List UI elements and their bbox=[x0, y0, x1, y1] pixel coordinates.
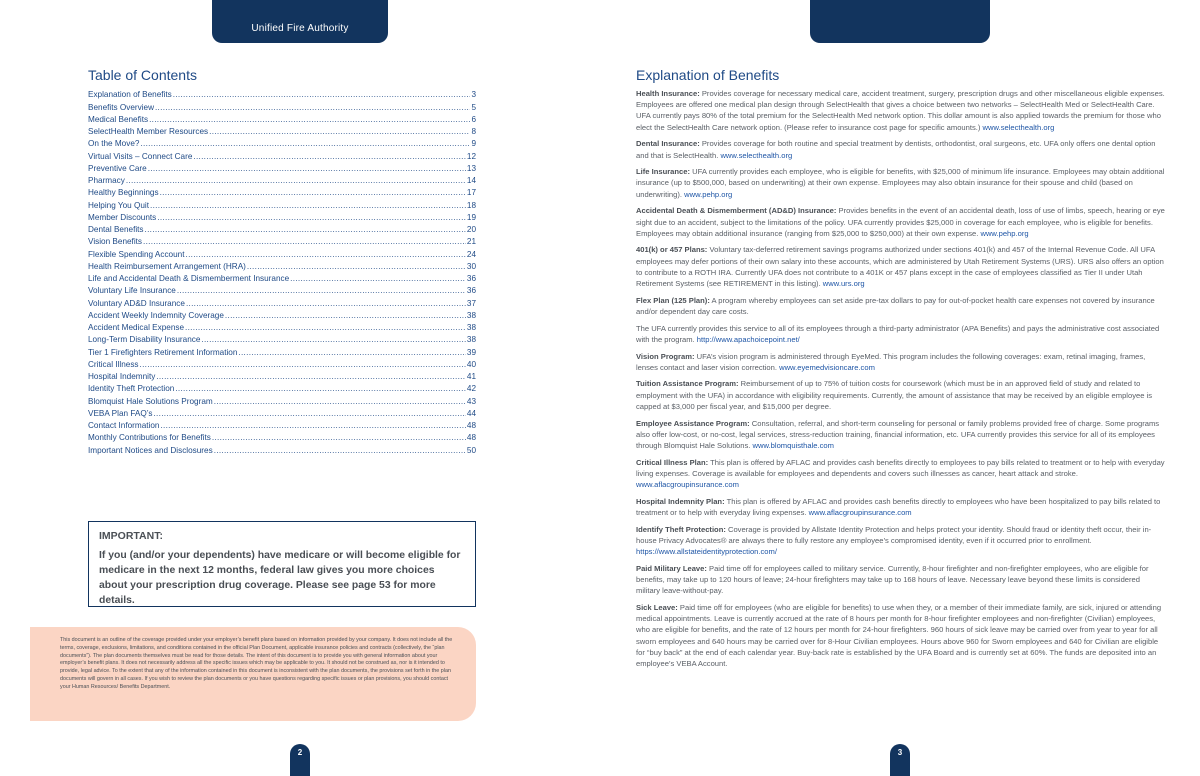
toc-leader-dots bbox=[290, 273, 466, 285]
benefit-text: UFA’s vision program is administered through EyeMed. This program includes the following coverages: exam, retinal imaging, frames, lenses contact and laser vision correction. bbox=[636, 351, 1146, 372]
toc-entry[interactable] bbox=[88, 114, 476, 126]
toc-entry-page: 13 bbox=[466, 163, 476, 173]
explanation-of-benefits bbox=[636, 88, 1166, 675]
benefit-link[interactable]: www.selecthealth.org bbox=[720, 150, 793, 160]
toc-entry-page: 39 bbox=[466, 347, 476, 357]
toc-entry[interactable] bbox=[88, 126, 476, 138]
benefit-label: Flex Plan (125 Plan): bbox=[636, 295, 710, 305]
toc-leader-dots bbox=[143, 236, 466, 248]
toc-entry-label: Tier 1 Firefighters Retirement Information bbox=[88, 347, 238, 357]
toc-entry-label: Voluntary Life Insurance bbox=[88, 286, 176, 296]
benefit-paragraph bbox=[636, 166, 1166, 200]
benefit-text: This plan is offered by AFLAC and provides cash benefits directly to employees who have been hospitalized to pay bills related to treatment or to help with everyday living expenses. bbox=[636, 496, 1161, 517]
benefit-link[interactable]: https://www.allstateidentityprotection.com/ bbox=[636, 547, 777, 557]
organization-title: Unified Fire Authority bbox=[251, 23, 349, 34]
toc-leader-dots bbox=[201, 334, 465, 346]
toc-entry-label: Accident Weekly Indemnity Coverage bbox=[88, 310, 224, 320]
toc-leader-dots bbox=[214, 445, 466, 457]
benefit-paragraph bbox=[636, 205, 1166, 239]
toc-entry-page: 8 bbox=[471, 127, 476, 136]
toc-entry-label: Vision Benefits bbox=[88, 237, 143, 247]
toc-entry-label: Monthly Contributions for Benefits bbox=[88, 433, 211, 443]
toc-entry[interactable] bbox=[88, 163, 476, 175]
toc-leader-dots bbox=[177, 285, 466, 297]
toc-leader-dots bbox=[186, 298, 466, 310]
toc-entry-label: Dental Benefits bbox=[88, 225, 144, 234]
toc-leader-dots bbox=[214, 396, 466, 408]
toc-entry-page: 14 bbox=[466, 176, 476, 185]
toc-entry-label: Health Reimbursement Arrangement (HRA) bbox=[88, 261, 246, 271]
benefit-text: Paid time off for employees (who are eligible for benefits) to use when they, or a member of their immediate family, are sick, injured or attending medical appointments. Leave is currently accrued at the rate of 8 hours per month for 8-hour firefighter employees and non-firefighter (Civilian) employees, who are eligible for benefits, and the rate of 12 hours per month for 24-hour firefighters. 960 hours of sick leave may be carried over from year to year for all sworn employees and 640 hours may be carried over for 8-Hour Civilian employees. Hours above 960 for Sworn employees and 640 for Civilian are eligible for “buy back” at the end of each calendar year. Buy-back rate is established by the UFA Board and is currently set at 60%. The funds are deposited into an employee’s VEBA Account. bbox=[636, 602, 1162, 668]
toc-entry[interactable] bbox=[88, 89, 476, 101]
toc-entry-label: Virtual Visits – Connect Care bbox=[88, 151, 193, 161]
toc-entry-label: Life and Accidental Death & Dismemberment Insurance bbox=[88, 274, 290, 283]
toc-entry[interactable] bbox=[88, 359, 476, 371]
benefit-label: Identify Theft Protection: bbox=[636, 524, 726, 534]
toc-entry[interactable] bbox=[88, 224, 476, 236]
benefit-text: Provides coverage for necessary medical care, accident treatment, surgery, prescription drugs and other miscellaneous eligible expenses. Employees are offered one medical plan design through SelectHealth that gives a choice between two networks – SelectHealth Med or SelectHealth Care. UFA currently pays 80% of the total premium for the SelectHealth Med network option. This dollar amount is also applied towards the premium for those who elect the SelectHealth Care network option. (Please refer to insurance cost page for specific amounts.) bbox=[636, 89, 1165, 132]
toc-entry[interactable] bbox=[88, 432, 476, 444]
toc-entry-page: 43 bbox=[466, 396, 476, 406]
toc-entry[interactable] bbox=[88, 138, 476, 150]
benefit-text: Provides coverage for both routine and special treatment by dentists, orthodontist, oral surgeons, etc. UFA only offers one dental option and that is SelectHealth. bbox=[636, 139, 1156, 160]
toc-leader-dots bbox=[209, 126, 470, 138]
toc-entry-page: 50 bbox=[466, 445, 476, 455]
benefit-text: Consultation, referral, and short-term counseling for personal or family problems provided free of charge. Some programs also offer low-cost, or no-cost, legal services, stress-reduction training, financial information, etc. UFA currently provides this service for all of its employees through Blomquist Hale Solutions. bbox=[636, 418, 1160, 450]
benefit-label: Critical Illness Plan: bbox=[636, 457, 709, 467]
toc-entry[interactable] bbox=[88, 346, 476, 358]
benefit-paragraph bbox=[636, 418, 1166, 452]
benefit-label: 401(k) or 457 Plans: bbox=[636, 245, 708, 255]
toc-entry-page: 20 bbox=[466, 225, 476, 234]
toc-leader-dots bbox=[157, 212, 466, 224]
benefit-paragraph bbox=[636, 351, 1166, 373]
toc-entry-label: Identity Theft Protection bbox=[88, 384, 175, 394]
toc-entry-label: Long-Term Disability Insurance bbox=[88, 335, 201, 345]
toc-entry-label: On the Move? bbox=[88, 139, 140, 149]
toc-entry-label: Benefits Overview bbox=[88, 102, 154, 112]
benefit-link[interactable]: www.pehp.org bbox=[684, 189, 733, 199]
benefit-label: Life Insurance: bbox=[636, 167, 691, 177]
toc-entry-label: Flexible Spending Account bbox=[88, 249, 185, 259]
benefit-text: A program whereby employees can set aside pre-tax dollars to pay for out-of-pocket health care expenses not covered by insurance and/or dependent day care costs. bbox=[636, 295, 1155, 316]
toc-entry-label: Healthy Beginnings bbox=[88, 188, 159, 198]
toc-entry-page: 38 bbox=[466, 335, 476, 345]
page-number-right: 3 bbox=[890, 744, 910, 776]
toc-leader-dots bbox=[145, 224, 466, 236]
toc-entry[interactable] bbox=[88, 297, 476, 309]
toc-entry[interactable] bbox=[88, 285, 476, 297]
benefit-label: Hospital Indemnity Plan: bbox=[636, 496, 725, 506]
toc-leader-dots bbox=[155, 102, 470, 114]
toc-entry-page: 42 bbox=[466, 384, 476, 394]
benefit-text: Paid time off for employees called to military service. Currently, 8-hour firefighter and non-firefighter employees, who are eligible for benefits, may take up to 120 hours of leave; 24-hour firefighters may take up to 168 hours of leave. Necessary leave beyond these limits is considered military leave-without-pay. bbox=[636, 563, 1149, 596]
toc-entry-page: 12 bbox=[466, 151, 476, 161]
toc-entry[interactable] bbox=[88, 383, 476, 395]
benefit-label: Dental Insurance: bbox=[636, 139, 700, 149]
toc-leader-dots bbox=[149, 114, 470, 126]
benefit-link[interactable]: www.aflacgroupinsurance.com bbox=[636, 480, 739, 490]
toc-heading: Table of Contents bbox=[88, 67, 197, 83]
benefit-link[interactable]: www.pehp.org bbox=[980, 228, 1029, 238]
toc-entry-page: 30 bbox=[466, 261, 476, 271]
toc-leader-dots bbox=[186, 249, 466, 261]
toc-leader-dots bbox=[126, 175, 466, 187]
toc-entry[interactable] bbox=[88, 199, 476, 211]
toc-leader-dots bbox=[140, 359, 466, 371]
benefit-label: Employee Assistance Program: bbox=[636, 418, 750, 428]
toc-entry-page: 38 bbox=[466, 310, 476, 320]
page-number-left: 2 bbox=[290, 744, 310, 776]
toc-entry[interactable] bbox=[88, 248, 476, 260]
toc-entry-page: 37 bbox=[466, 298, 476, 308]
benefit-link[interactable]: www.blomquisthale.com bbox=[752, 440, 834, 450]
toc-entry-label: Explanation of Benefits bbox=[88, 90, 172, 100]
benefit-text: Reimbursement of up to 75% of tuition costs for coursework (which must be in an approved field of study and related to employment with the UFA) in accordance with eligibility requirements. Currently, the amount of assistance that may be received by an eligible employee is capped at $3,000 per fiscal year, and $15,000 per degree. bbox=[636, 379, 1153, 411]
benefit-paragraph bbox=[636, 378, 1166, 412]
benefit-text: Voluntary tax-deferred retirement savings programs authorized under sections 401(k) and 457 of the Internal Revenue Code. All UFA employees may defer portions of their own salary into these accounts, which are administered by Utah Retirement Systems (URS). URS also offers an option to contribute to a ROTH IRA. Currently UFA does not contribute to a 401K or 457 plans except in the case of employees classified as Tier II under Utah Retirement Systems (see RETIREMENT in this listing). bbox=[636, 245, 1164, 289]
toc-leader-dots bbox=[185, 322, 466, 334]
benefit-text: Coverage is provided by Allstate Identity Protection and helps protect your identity. Should fraud or identity theft occur, their in-house Privacy Advocates® are always there to fully restore any employee’s compromised identity, even if it occurred prior to enrollment. bbox=[636, 524, 1152, 545]
important-title: IMPORTANT: bbox=[99, 530, 163, 542]
benefit-paragraph bbox=[636, 602, 1166, 669]
toc-entry[interactable] bbox=[88, 408, 476, 420]
benefit-label: Vision Program: bbox=[636, 351, 695, 361]
toc-entry-page: 18 bbox=[466, 200, 476, 210]
toc-leader-dots bbox=[238, 347, 465, 359]
toc-leader-dots bbox=[156, 371, 466, 383]
important-notice-box bbox=[88, 521, 476, 607]
header-tab-right bbox=[810, 0, 990, 43]
benefit-paragraph bbox=[636, 244, 1166, 289]
toc-entry[interactable] bbox=[88, 101, 476, 113]
toc-entry[interactable] bbox=[88, 310, 476, 322]
benefit-link[interactable]: www.eyemedvisioncare.com bbox=[779, 362, 875, 372]
toc-leader-dots bbox=[212, 432, 466, 444]
important-body: If you (and/or your dependents) have medicare or will become eligible for medicare in the next 12 months, federal law gives you more choices about your prescription drug coverage. Please see page 53 for more details. bbox=[99, 550, 461, 606]
toc-entry-page: 40 bbox=[466, 359, 476, 369]
benefit-paragraph bbox=[636, 457, 1166, 491]
toc-entry-page: 38 bbox=[466, 323, 476, 332]
benefit-paragraph bbox=[636, 323, 1166, 345]
toc-entry-page: 41 bbox=[466, 372, 476, 381]
benefit-label: Tuition Assistance Program: bbox=[636, 379, 739, 389]
benefit-label: Accidental Death & Dismemberment (AD&D) Insurance: bbox=[636, 206, 837, 216]
toc-entry-label: Preventive Care bbox=[88, 163, 147, 173]
toc-leader-dots bbox=[193, 151, 466, 163]
toc-entry[interactable] bbox=[88, 187, 476, 199]
toc-entry[interactable] bbox=[88, 371, 476, 383]
toc-entry-page: 17 bbox=[466, 188, 476, 198]
benefit-paragraph bbox=[636, 563, 1166, 597]
benefit-paragraph bbox=[636, 524, 1166, 558]
toc-entry-page: 6 bbox=[471, 114, 476, 124]
toc-leader-dots bbox=[173, 89, 471, 101]
benefit-text: The UFA currently provides this service to all of its employees through a third-party administrator (APA Benefits) and pays the administrative cost associated with the program. bbox=[636, 323, 1160, 344]
toc-entry-page: 21 bbox=[466, 237, 476, 247]
toc-entry-label: Accident Medical Expense bbox=[88, 323, 185, 332]
toc-entry-label: Critical Illness bbox=[88, 359, 139, 369]
benefit-link[interactable]: www.aflacgroupinsurance.com bbox=[808, 508, 912, 517]
toc-entry-page: 24 bbox=[466, 249, 476, 259]
toc-entry[interactable] bbox=[88, 212, 476, 224]
toc-leader-dots bbox=[225, 310, 466, 322]
toc-entry-label: Contact Information bbox=[88, 421, 160, 430]
toc-leader-dots bbox=[153, 408, 465, 420]
toc-entry-page: 48 bbox=[466, 433, 476, 443]
toc-entry-label: Member Discounts bbox=[88, 212, 157, 222]
benefit-paragraph bbox=[636, 295, 1166, 317]
toc-entry-page: 3 bbox=[471, 90, 476, 100]
toc-leader-dots bbox=[140, 138, 470, 150]
toc-entry[interactable] bbox=[88, 236, 476, 248]
toc-leader-dots bbox=[148, 163, 466, 175]
benefit-text: This plan is offered by AFLAC and provides cash benefits directly to employees to pay bills related to treatment or to help with everyday living expenses. Coverage is available for employees and dependents and covers such illnesses as cancer, heart attack and stroke. bbox=[636, 457, 1165, 478]
toc-entry-label: Pharmacy bbox=[88, 176, 125, 185]
benefit-text: UFA currently provides each employee, who is eligible for benefits, with $25,000 of minimum life insurance. Employees may obtain additional insurance (up to $500,000, based on underwriting) at their own expense. Employees may also obtain insurance for their spouse and child (based on underwriting). bbox=[636, 167, 1165, 199]
toc-entry-label: VEBA Plan FAQ’s bbox=[88, 408, 153, 418]
toc-entry-label: Blomquist Hale Solutions Program bbox=[88, 396, 213, 406]
benefit-link[interactable]: www.urs.org bbox=[822, 279, 865, 289]
benefit-label: Sick Leave: bbox=[636, 602, 678, 612]
toc-entry[interactable] bbox=[88, 334, 476, 346]
benefit-paragraph bbox=[636, 88, 1166, 133]
disclaimer-box: This document is an outline of the coverage provided under your employer’s benefit plans based on information provided by your company. It does not include all the terms, coverage, exclusions, limitations, and conditions contained in the official Plan Document, applicable insurance policies and contracts (collectively, the “plan documents”). The plan documents themselves must be read for those details. The intent of this document is to provide you with general information about your employer’s benefit plans. It does not necessarily address all the specific issues which may be applicable to you. It should not be construed as, nor is it intended to provide, legal advice. To the extent that any of the information contained in this document is inconsistent with the plan documents, the provisions set forth in the plan documents will govern in all cases. If you wish to review the plan documents or you have questions regarding specific issues or plan provisions, you should contact your Human Resources/ Benefits Department. bbox=[30, 627, 476, 721]
toc-entry[interactable] bbox=[88, 261, 476, 273]
toc-entry-label: Voluntary AD&D Insurance bbox=[88, 298, 185, 308]
toc-entry-label: SelectHealth Member Resources bbox=[88, 127, 209, 136]
toc-leader-dots bbox=[160, 420, 465, 432]
benefit-label: Health Insurance: bbox=[636, 89, 700, 98]
benefit-label: Paid Military Leave: bbox=[636, 563, 707, 573]
table-of-contents bbox=[88, 89, 476, 457]
toc-entry-page: 9 bbox=[471, 139, 476, 149]
explanation-heading: Explanation of Benefits bbox=[636, 67, 780, 83]
toc-leader-dots bbox=[150, 200, 466, 212]
toc-entry-page: 19 bbox=[466, 212, 476, 222]
benefit-text: Provides benefits in the event of an accidental death, loss of use of limbs, speech, hearing or eye sight due to an accident, subject to the limitations of the policy. UFA currently provides $25,000 in coverage for each employee, who is eligible for benefits. Employees may obtain additional insurance (ranging from $25,000 to $250,000) at their own expense. bbox=[636, 206, 1165, 238]
benefit-link[interactable]: http://www.apachoicepoint.net/ bbox=[696, 334, 800, 344]
toc-entry-label: Medical Benefits bbox=[88, 114, 149, 124]
toc-entry-page: 36 bbox=[466, 286, 476, 296]
toc-entry-page: 44 bbox=[466, 408, 476, 418]
toc-entry-page: 36 bbox=[466, 274, 476, 283]
toc-entry[interactable] bbox=[88, 175, 476, 187]
benefit-paragraph bbox=[636, 138, 1166, 160]
toc-entry[interactable] bbox=[88, 395, 476, 407]
benefit-link[interactable]: www.selecthealth.org bbox=[982, 122, 1055, 132]
toc-entry[interactable] bbox=[88, 150, 476, 162]
toc-leader-dots bbox=[160, 187, 466, 199]
toc-entry-label: Hospital Indemnity bbox=[88, 372, 156, 381]
toc-leader-dots bbox=[247, 261, 466, 273]
toc-entry-page: 5 bbox=[471, 102, 476, 112]
header-tab-left bbox=[212, 0, 388, 43]
benefit-paragraph bbox=[636, 496, 1166, 518]
toc-entry-label: Helping You Quit bbox=[88, 200, 149, 210]
toc-entry[interactable] bbox=[88, 273, 476, 285]
toc-entry[interactable] bbox=[88, 420, 476, 432]
toc-entry[interactable] bbox=[88, 444, 476, 456]
toc-entry-label: Important Notices and Disclosures bbox=[88, 445, 213, 455]
toc-entry-page: 48 bbox=[466, 421, 476, 430]
toc-leader-dots bbox=[175, 383, 466, 395]
toc-entry[interactable] bbox=[88, 322, 476, 334]
